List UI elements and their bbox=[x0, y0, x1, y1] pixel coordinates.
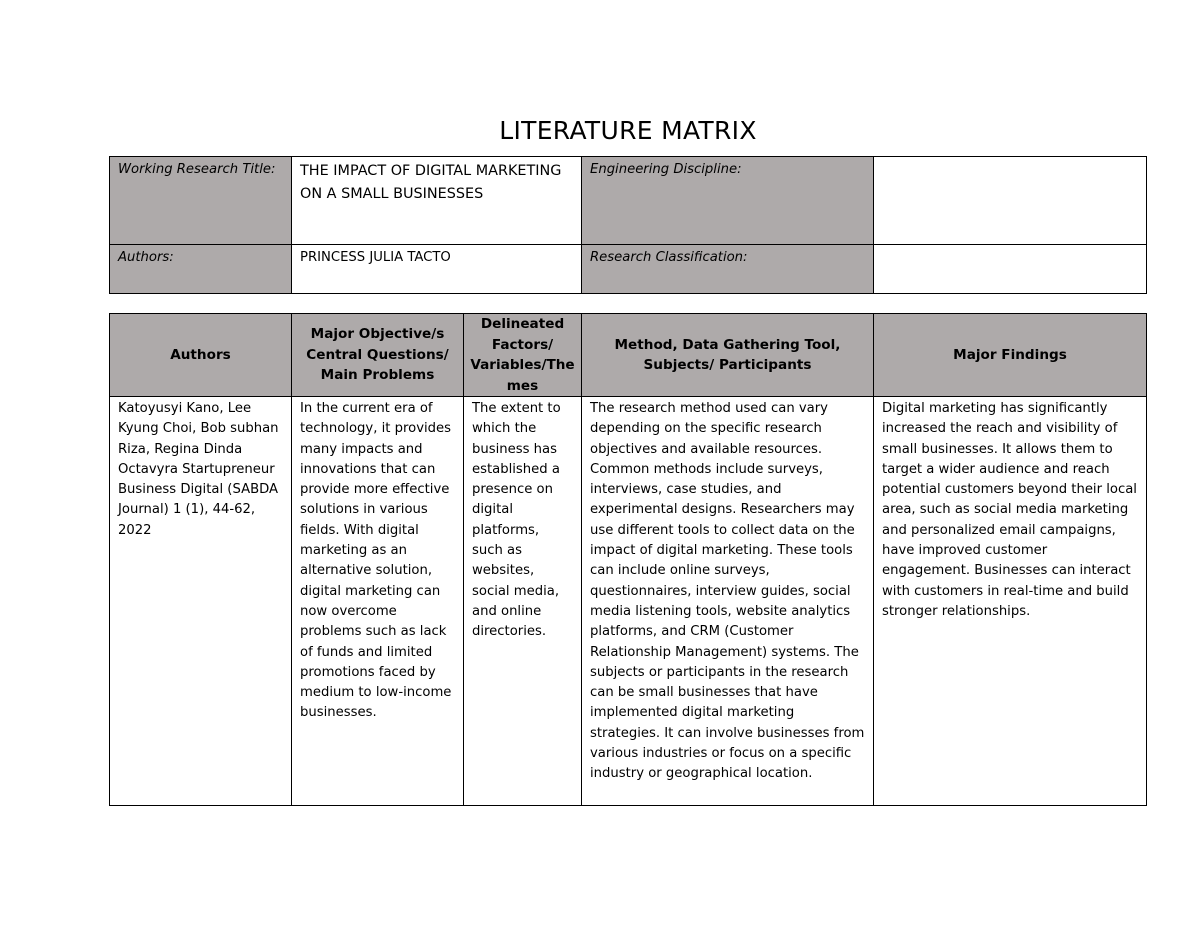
authors-value: PRINCESS JULIA TACTO bbox=[292, 245, 582, 294]
info-row-authors bbox=[110, 245, 1147, 294]
cell-objective: In the current era of technology, it provides many impacts and innovations that can provide more effective solutions in various fields. With digital marketing as an alternative solution, digital marketing can now overcome problems such as lack of funds and limited promotions faced by medium to low-income businesses. bbox=[292, 397, 464, 806]
cell-method: The research method used can vary depending on the specific research objectives and available resources. Common methods include surveys, interviews, case studies, and experimental designs. Researchers may use different tools to collect data on the impact of digital marketing. These tools can include online surveys, questionnaires, interview guides, social media listening tools, website analytics platforms, and CRM (Customer Relationship Management) systems. The subjects or participants in the research can be small businesses that have implemented digital marketing strategies. It can involve businesses from various industries or focus on a specific industry or geographical location. bbox=[582, 397, 874, 806]
authors-label: Authors: bbox=[110, 245, 292, 294]
discipline-label: Engineering Discipline: bbox=[582, 157, 874, 245]
working-title-label: Working Research Title: bbox=[110, 157, 292, 245]
research-info-table bbox=[109, 156, 1147, 294]
cell-authors: Katoyusyi Kano, Lee Kyung Choi, Bob subhan Riza, Regina Dinda Octavyra Startupreneur Business Digital (SABDA Journal) 1 (1), 44-62, 2022 bbox=[110, 397, 292, 806]
table-row bbox=[110, 397, 1147, 806]
header-delineated-factors: Delineated Factors/ Variables/The mes bbox=[464, 314, 582, 397]
classification-value bbox=[874, 245, 1147, 294]
info-row-title bbox=[110, 157, 1147, 245]
classification-label: Research Classification: bbox=[582, 245, 874, 294]
discipline-value bbox=[874, 157, 1147, 245]
header-major-objective: Major Objective/s Central Questions/ Main Problems bbox=[292, 314, 464, 397]
header-major-findings: Major Findings bbox=[874, 314, 1147, 397]
header-authors: Authors bbox=[110, 314, 292, 397]
cell-factors: The extent to which the business has established a presence on digital platforms, such as websites, social media, and online directories. bbox=[464, 397, 582, 806]
matrix-header-row bbox=[110, 314, 1147, 397]
working-title-value: THE IMPACT OF DIGITAL MARKETING ON A SMALL BUSINESSES bbox=[292, 157, 582, 245]
page-title: LITERATURE MATRIX bbox=[499, 116, 757, 145]
header-method: Method, Data Gathering Tool, Subjects/ Participants bbox=[582, 314, 874, 397]
literature-matrix-table bbox=[109, 313, 1147, 806]
cell-findings: Digital marketing has significantly increased the reach and visibility of small businesses. It allows them to target a wider audience and reach potential customers beyond their local area, such as social media marketing and personalized email campaigns, have improved customer engagement. Businesses can interact with customers in real-time and build stronger relationships. bbox=[874, 397, 1147, 806]
